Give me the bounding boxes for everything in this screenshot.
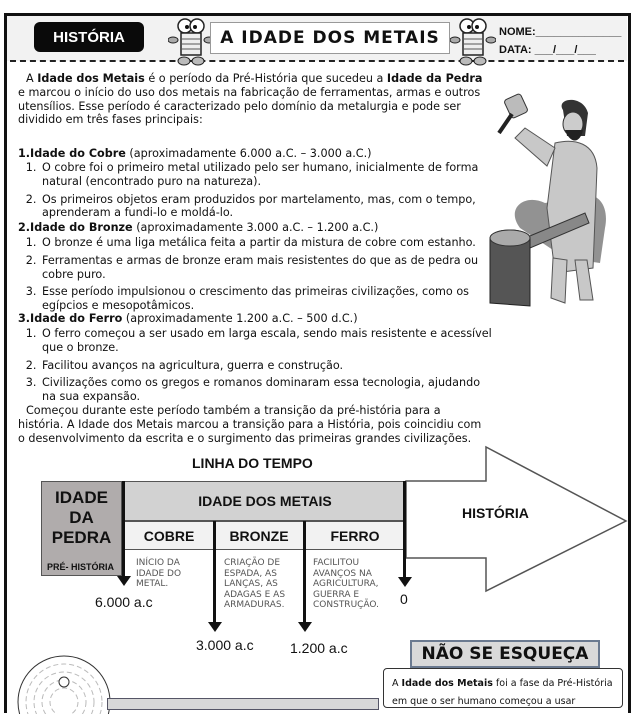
list-item: 2. Facilitou avanços na agricultura, guerra e construção. xyxy=(40,359,492,373)
timeline-marker-1200 xyxy=(303,521,306,624)
list-item: 1. O bronze é uma liga metálica feita a partir da mistura de cobre com estanho. xyxy=(40,236,492,250)
caveman-blacksmith-illustration xyxy=(485,88,625,318)
reminder-bold: Idade dos Metais xyxy=(401,678,493,689)
section-range: (aproximadamente 6.000 a.C. – 3.000 a.C.) xyxy=(125,147,372,160)
intro-text: é o período da Pré-História que sucedeu a xyxy=(144,72,387,85)
section-range: (aproximadamente 3.000 a.C. – 1.200 a.C.) xyxy=(132,221,379,234)
intro-bold-term: Idade da Pedra xyxy=(386,72,483,85)
notebook-mascot-icon xyxy=(168,16,214,66)
history-label: HISTÓRIA xyxy=(462,505,529,521)
reminder-title: NÃO SE ESQUEÇA xyxy=(410,640,600,668)
metal-age-box: IDADE DOS METAIS xyxy=(124,481,406,521)
date-3000: 3.000 a.c xyxy=(196,637,254,653)
header-divider xyxy=(10,60,624,62)
list-item: 3. Civilizações como os gregos e romanos dominaram essa tecnologia, ajudando na sua expansão. xyxy=(40,376,492,404)
phase-ferro: FERRO xyxy=(304,521,406,550)
timeline-note: INÍCIO DA IDADE DO METAL. xyxy=(136,558,182,589)
arrow-down-icon xyxy=(298,622,312,632)
timeline-title: LINHA DO TEMPO xyxy=(192,455,313,471)
list-cobre xyxy=(18,161,492,224)
name-field[interactable]: NOME:______________ xyxy=(499,26,622,38)
page-title: A IDADE DOS METAIS xyxy=(210,22,450,54)
list-ferro xyxy=(18,327,492,408)
intro-text: A xyxy=(26,72,38,85)
timeline-marker-0 xyxy=(403,481,406,579)
reminder-box xyxy=(383,668,623,708)
arrow-down-icon xyxy=(398,577,412,587)
bottom-box xyxy=(107,698,379,710)
timeline-note: FACILITOU AVANÇOS NA AGRICULTURA, GUERRA E CONSTRUÇÃO. xyxy=(313,558,380,610)
ring-decoration-icon xyxy=(16,654,114,714)
section-heading-ferro xyxy=(18,312,358,325)
list-item: 2. Ferramentas e armas de bronze eram mais resistentes do que as de pedra ou cobre puro. xyxy=(40,254,492,282)
reminder-text: foi a fase da Pré-História em que o ser humano começou a usar xyxy=(392,678,613,707)
phase-cobre: COBRE xyxy=(124,521,214,550)
intro-paragraph xyxy=(18,72,488,127)
date-0: 0 xyxy=(400,591,408,607)
arrow-down-icon xyxy=(208,622,222,632)
intro-text: e marcou o início do uso dos metais na fabricação de ferramentas, armas e outros utensílios. Esse período é caracterizado pelo domínio da metalurgia e pode ser dividido em três fases principais: xyxy=(18,85,481,127)
phase-bronze: BRONZE xyxy=(214,521,304,550)
reminder-text: A xyxy=(392,678,402,689)
timeline-note: CRIAÇÃO DE ESPADA, AS LANÇAS, AS ADAGAS E AS ARMADURAS. xyxy=(224,558,286,610)
section-heading-bronze xyxy=(18,221,378,234)
timeline-marker-6000 xyxy=(122,481,125,578)
notebook-mascot-icon xyxy=(450,16,496,66)
section-title: 3.Idade do Ferro xyxy=(18,312,123,325)
list-item: 3. Esse período impulsionou o crescimento das primeiras civilizações, como os egípcios e mesopotâmicos. xyxy=(40,285,492,313)
closing-paragraph: Começou durante este período também a transição da pré-história para a história. A Idade dos Metais marcou a transição para a História, pois coincidiu com o desenvolvimento da escrita e o surgimento das primeiras grandes civilizações. xyxy=(18,404,482,445)
section-title: 2.Idade do Bronze xyxy=(18,221,133,234)
date-field[interactable]: DATA: ___/___/___ xyxy=(499,44,596,56)
subject-badge: HISTÓRIA xyxy=(34,22,144,52)
list-item: 1. O cobre foi o primeiro metal utilizado pelo ser humano, inicialmente de forma natural (encontrado puro na natureza). xyxy=(40,161,492,189)
list-item: 2. Os primeiros objetos eram produzidos por martelamento, mas, com o tempo, aprenderam a fundi-lo e moldá-lo. xyxy=(40,193,492,221)
stone-age-box: IDADE DA PEDRA xyxy=(41,481,122,576)
section-title: 1.Idade do Cobre xyxy=(18,147,126,160)
section-range: (aproximadamente 1.200 a.C. – 500 d.C.) xyxy=(122,312,358,325)
section-heading-cobre xyxy=(18,147,372,160)
timeline-marker-3000 xyxy=(213,521,216,624)
date-1200: 1.200 a.c xyxy=(290,640,348,656)
date-6000: 6.000 a.c xyxy=(95,594,153,610)
arrow-down-icon xyxy=(117,576,131,586)
list-item: 1. O ferro começou a ser usado em larga escala, sendo mais resistente e acessível que o bronze. xyxy=(40,327,492,355)
intro-bold-term: Idade dos Metais xyxy=(37,72,145,85)
list-bronze xyxy=(18,236,492,317)
prehistory-label: PRÉ- HISTÓRIA xyxy=(47,562,115,572)
